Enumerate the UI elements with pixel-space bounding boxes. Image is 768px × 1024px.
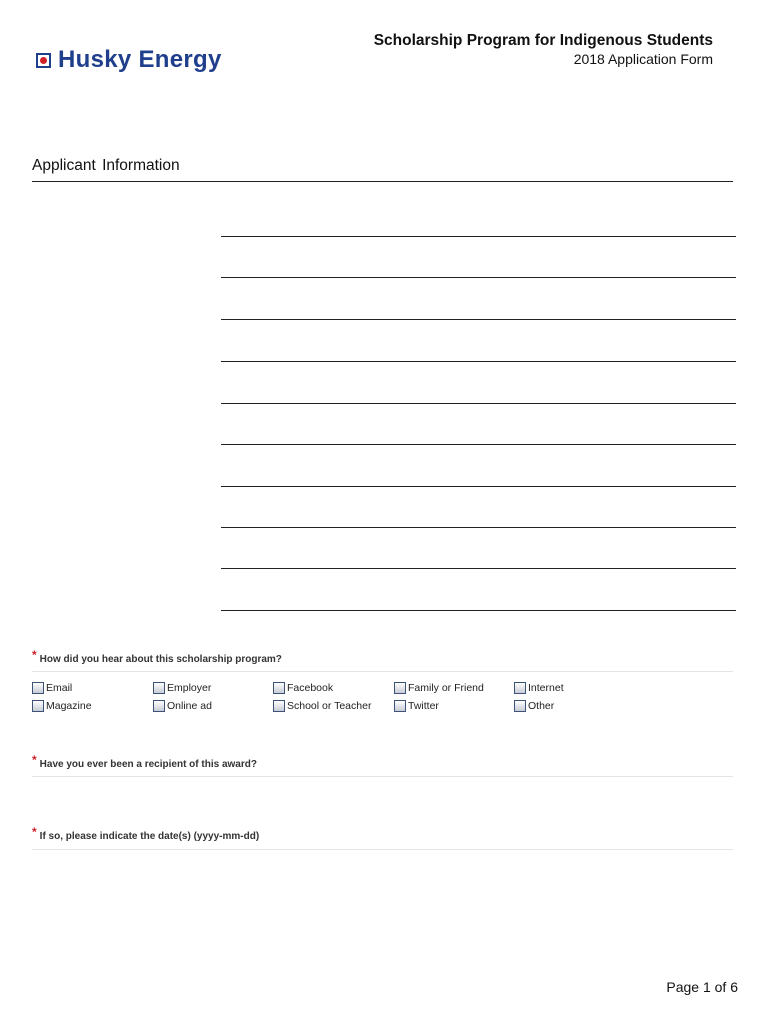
field-underline [221, 610, 736, 611]
field-underline [221, 361, 736, 362]
checkbox[interactable] [32, 682, 44, 694]
question-text: Have you ever been a recipient of this award? [39, 759, 257, 770]
option-label: Other [528, 700, 555, 712]
field-underline [221, 319, 736, 320]
checkbox[interactable] [394, 682, 406, 694]
postal-code-input[interactable] [223, 470, 733, 485]
option-employer[interactable] [153, 682, 211, 694]
question-text: How did you hear about this scholarship program? [39, 654, 282, 665]
husky-logo-icon [36, 53, 51, 68]
question-hear-about [32, 648, 282, 665]
required-asterisk: * [32, 753, 37, 767]
option-label: School or Teacher [287, 700, 372, 712]
telephone-input[interactable] [223, 552, 733, 567]
brand-name: Husky Energy [58, 46, 222, 73]
option-label: Twitter [408, 700, 439, 712]
question-divider [32, 671, 733, 672]
permanent-address-input[interactable] [223, 345, 733, 360]
section-title: Applicant Information [32, 157, 180, 174]
checkbox[interactable] [32, 700, 44, 712]
document-title: Scholarship Program for Indigenous Students [373, 32, 713, 49]
document-subtitle: 2018 Application Form [573, 51, 713, 67]
question-text: If so, please indicate the date(s) (yyyy-mm-dd) [39, 831, 260, 842]
checkbox[interactable] [514, 700, 526, 712]
section-divider [32, 181, 733, 182]
question-dates [32, 825, 260, 842]
province-state-input[interactable] [223, 428, 733, 443]
field-underline [221, 486, 736, 487]
option-internet[interactable] [514, 682, 564, 694]
field-underline [221, 277, 736, 278]
option-family-or-friend[interactable] [394, 682, 484, 694]
field-underline [221, 444, 736, 445]
option-label: Facebook [287, 682, 334, 694]
option-online-ad[interactable] [153, 700, 212, 712]
city-input[interactable] [223, 387, 733, 402]
option-twitter[interactable] [394, 700, 439, 712]
option-label: Internet [528, 682, 564, 694]
field-underline [221, 568, 736, 569]
husky-energy-logo [36, 46, 222, 74]
option-label: Email [46, 682, 73, 694]
option-label: Online ad [167, 700, 212, 712]
option-facebook[interactable] [273, 682, 333, 694]
option-label: Employer [167, 682, 212, 694]
question-recipient [32, 753, 257, 770]
option-magazine[interactable] [32, 700, 92, 712]
checkbox[interactable] [153, 682, 165, 694]
field-underline [221, 527, 736, 528]
last-name-input[interactable] [223, 261, 733, 276]
required-asterisk: * [32, 825, 37, 839]
question-divider [32, 849, 733, 850]
checkbox[interactable] [514, 682, 526, 694]
checkbox[interactable] [153, 700, 165, 712]
option-school-or-teacher[interactable] [273, 700, 371, 712]
question-divider [32, 776, 733, 777]
field-underline [221, 403, 736, 404]
checkbox[interactable] [394, 700, 406, 712]
page-number: Page 1 of 6 [666, 979, 738, 995]
option-other[interactable] [514, 700, 554, 712]
checkbox[interactable] [273, 700, 285, 712]
checkbox[interactable] [273, 682, 285, 694]
option-email[interactable] [32, 682, 72, 694]
option-label: Family or Friend [408, 682, 484, 694]
option-label: Magazine [46, 700, 92, 712]
first-name-input[interactable] [223, 220, 733, 235]
required-asterisk: * [32, 648, 37, 662]
country-input[interactable] [223, 511, 733, 526]
field-underline [221, 236, 736, 237]
prefix-input[interactable] [223, 303, 733, 318]
email-input[interactable] [223, 594, 733, 609]
